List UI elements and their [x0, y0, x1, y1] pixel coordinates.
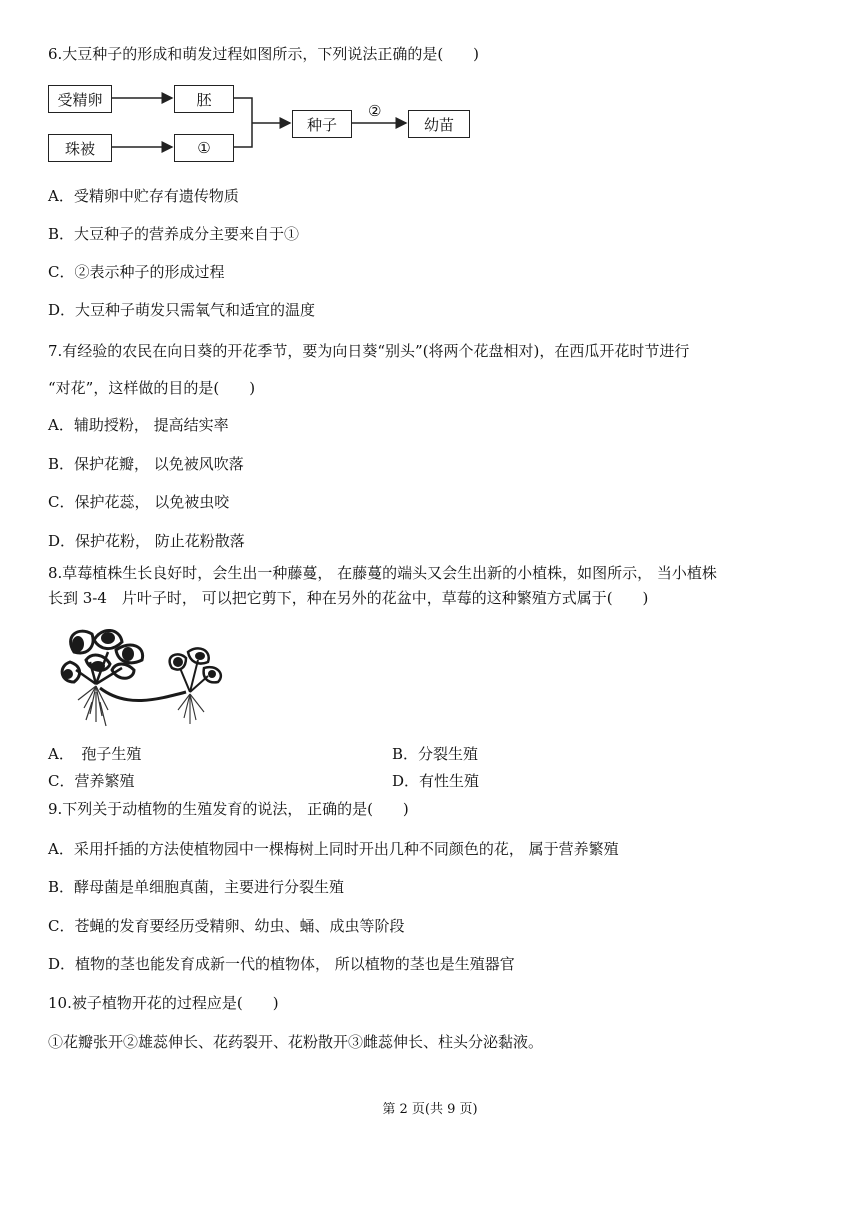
- q9-option-b: B．酵母菌是单细胞真菌，主要进行分裂生殖: [48, 878, 345, 896]
- q9-option-a: A．采用扦插的方法使植物园中一棵梅树上同时开出几种不同颜色的花， 属于营养繁殖: [48, 840, 619, 858]
- q8-option-a: A． 孢子生殖: [48, 745, 142, 763]
- q6-option-a: A．受精卵中贮存有遗传物质: [48, 187, 239, 205]
- q6-option-b: B．大豆种子的营养成分主要来自于①: [48, 225, 300, 243]
- q7-option-b: B．保护花瓣， 以免被风吹落: [48, 455, 244, 473]
- q8-option-d: D．有性生殖: [392, 772, 480, 790]
- strawberry-runner-illustration: [56, 622, 228, 734]
- diagram-arrows: [0, 0, 860, 200]
- q7-stem-line2: “对花”，这样做的目的是( ): [48, 379, 256, 397]
- q8-stem-line2: 长到 3-4 片叶子时， 可以把它剪下，种在另外的花盆中，草莓的这种繁殖方式属于( ): [48, 589, 649, 607]
- q10-stem: 10.被子植物开花的过程应是( ): [48, 994, 279, 1012]
- q8-option-b: B．分裂生殖: [392, 745, 479, 763]
- diagram-seedling: 幼苗: [408, 110, 470, 138]
- q9-option-d: D．植物的茎也能发育成新一代的植物体， 所以植物的茎也是生殖器官: [48, 955, 515, 973]
- diagram-integument: 珠被: [48, 134, 112, 162]
- q8-stem-line1: 8.草莓植株生长良好时，会生出一种藤蔓， 在藤蔓的端头又会生出新的小植株，如图所示， 当小植株: [48, 564, 717, 582]
- diagram-circle-1: ①: [174, 134, 234, 162]
- q8-option-c: C．营养繁殖: [48, 772, 135, 790]
- diagram-fertilized-egg: 受精卵: [48, 85, 112, 113]
- diagram-circle-2: ②: [368, 102, 382, 120]
- diagram-seed: 种子: [292, 110, 352, 138]
- q9-option-c: C．苍蝇的发育要经历受精卵、幼虫、蛹、成虫等阶段: [48, 917, 405, 935]
- diagram-embryo: 胚: [174, 85, 234, 113]
- q7-stem-line1: 7.有经验的农民在向日葵的开花季节，要为向日葵“别头”(将两个花盘相对)，在西瓜开花时节进行: [48, 342, 690, 360]
- q6-option-d: D．大豆种子萌发只需氧气和适宜的温度: [48, 301, 316, 319]
- q6-option-c: C．②表示种子的形成过程: [48, 263, 225, 281]
- q6-stem: 6.大豆种子的形成和萌发过程如图所示，下列说法正确的是( ): [48, 45, 480, 63]
- q7-option-c: C．保护花蕊， 以免被虫咬: [48, 493, 230, 511]
- q9-stem: 9.下列关于动植物的生殖发育的说法， 正确的是( ): [48, 800, 409, 818]
- q7-option-d: D．保护花粉， 防止花粉散落: [48, 532, 245, 550]
- q7-option-a: A．辅助授粉， 提高结实率: [48, 416, 229, 434]
- q10-line2: ①花瓣张开②雄蕊伸长、花药裂开、花粉散开③雌蕊伸长、柱头分泌黏液。: [48, 1033, 544, 1051]
- page-footer: 第 2 页(共 9 页): [382, 1102, 478, 1117]
